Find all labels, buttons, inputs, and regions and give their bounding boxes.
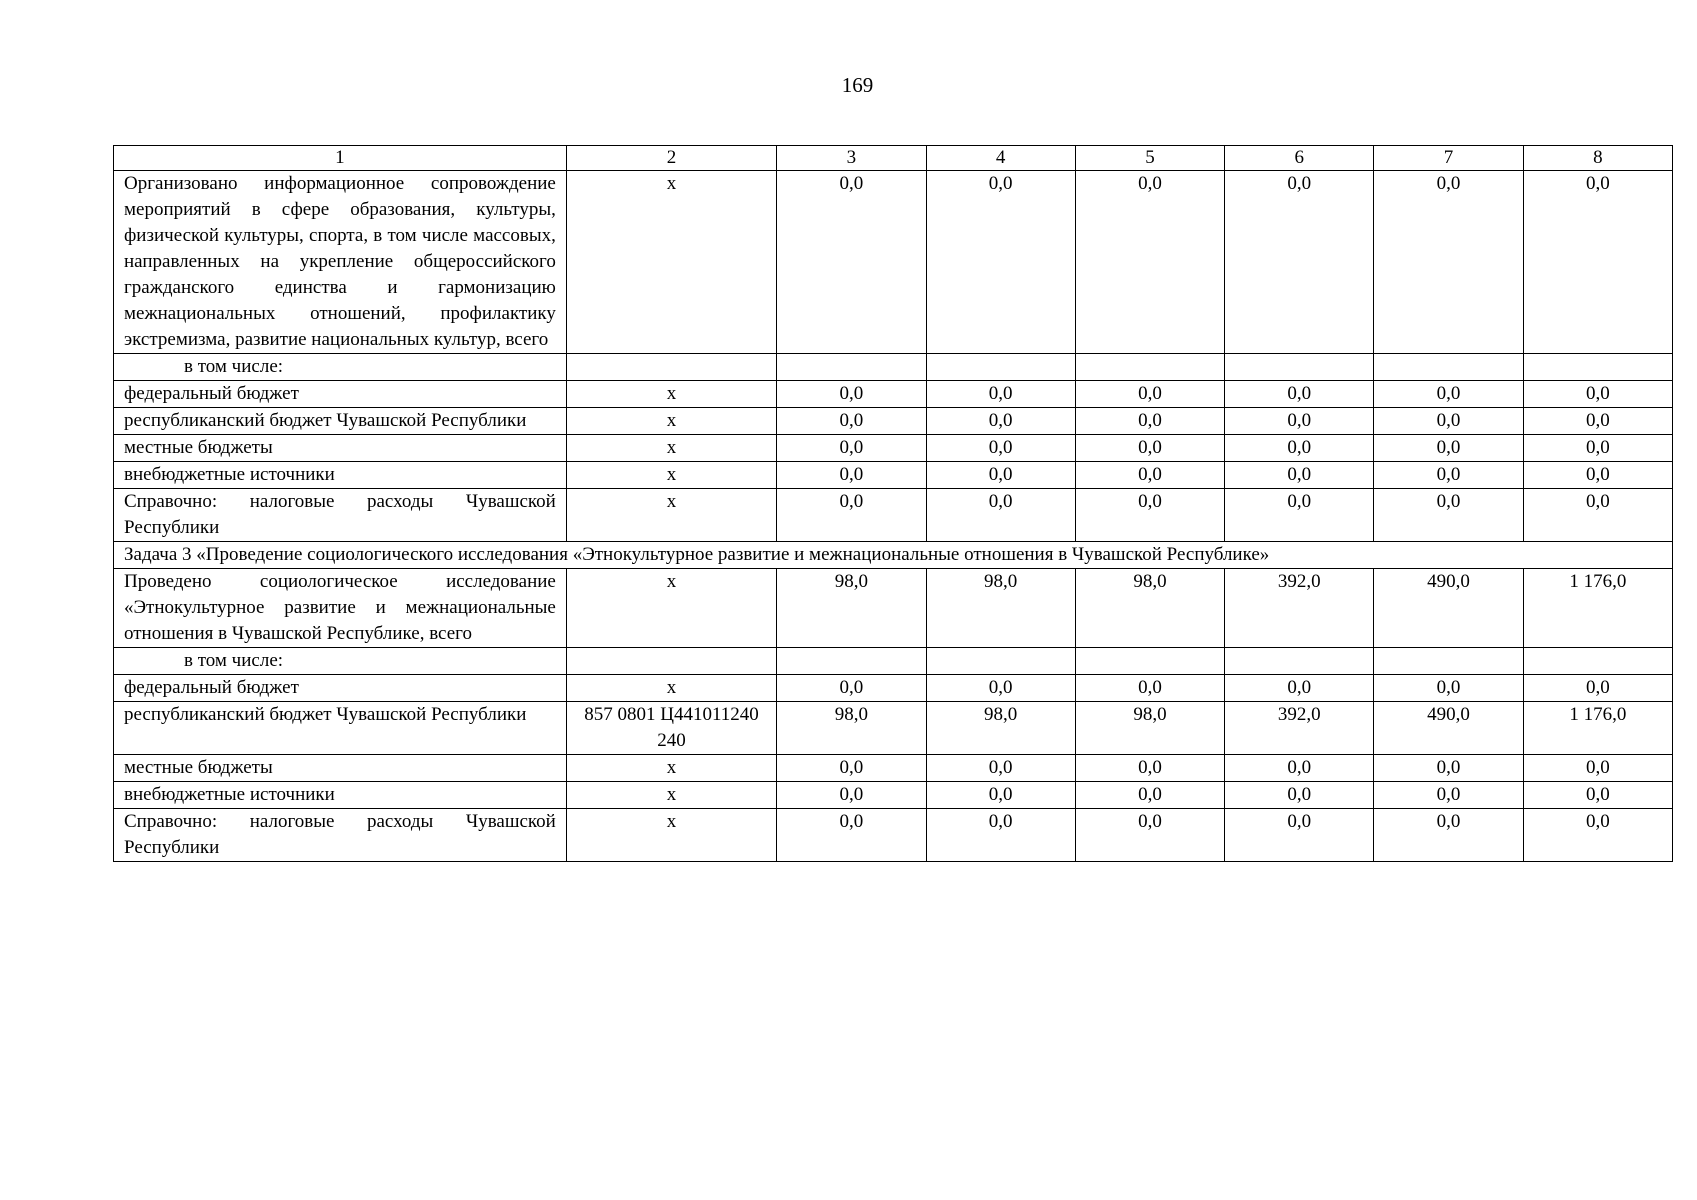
row-label: Организовано информационное сопровождение мероприятий в сфере образования, культуры, физической культуры, спорта, в том числе массовых, направленных на укрепление общероссийского гражданского единства и гармонизацию межнациональных отношений, профилактику экстремизма, развитие национальных культур, всего: [114, 171, 567, 354]
value-cell: 0,0: [1374, 489, 1523, 542]
value-cell: 0,0: [1075, 675, 1224, 702]
value-cell: 0,0: [1523, 489, 1672, 542]
empty-cell: [777, 648, 926, 675]
table-row: [114, 702, 1673, 755]
empty-cell: [566, 648, 776, 675]
budget-code-cell: x: [566, 171, 776, 354]
column-header: 8: [1523, 146, 1672, 171]
column-header: 5: [1075, 146, 1224, 171]
task-row: [114, 542, 1673, 569]
table-row: [114, 381, 1673, 408]
value-cell: 0,0: [1523, 171, 1672, 354]
table-body: [114, 146, 1673, 862]
row-label: федеральный бюджет: [114, 675, 567, 702]
value-cell: 0,0: [1075, 782, 1224, 809]
row-label: Проведено социологическое исследование «Этнокультурное развитие и межнациональные отношения в Чувашской Республике, всего: [114, 569, 567, 648]
value-cell: 0,0: [1523, 755, 1672, 782]
empty-cell: [566, 354, 776, 381]
table-row: [114, 489, 1673, 542]
budget-code-cell: x: [566, 809, 776, 862]
budget-code-cell: x: [566, 755, 776, 782]
value-cell: 0,0: [1225, 408, 1374, 435]
value-cell: 0,0: [1225, 782, 1374, 809]
value-cell: 0,0: [777, 755, 926, 782]
table-row: [114, 462, 1673, 489]
empty-cell: [1374, 648, 1523, 675]
empty-cell: [1075, 648, 1224, 675]
row-label: федеральный бюджет: [114, 381, 567, 408]
column-header: 2: [566, 146, 776, 171]
row-label: в том числе:: [114, 354, 567, 381]
value-cell: 0,0: [926, 782, 1075, 809]
budget-code-cell: x: [566, 489, 776, 542]
value-cell: 0,0: [1075, 489, 1224, 542]
value-cell: 0,0: [1225, 171, 1374, 354]
value-cell: 0,0: [926, 381, 1075, 408]
value-cell: 98,0: [1075, 569, 1224, 648]
value-cell: 0,0: [1075, 755, 1224, 782]
value-cell: 1 176,0: [1523, 702, 1672, 755]
row-label: республиканский бюджет Чувашской Республики: [114, 408, 567, 435]
table-row: [114, 569, 1673, 648]
subheading-row: [114, 354, 1673, 381]
value-cell: 0,0: [777, 782, 926, 809]
row-label: Справочно: налоговые расходы Чувашской Республики: [114, 809, 567, 862]
budget-table: [113, 145, 1673, 862]
row-label: внебюджетные источники: [114, 782, 567, 809]
value-cell: 490,0: [1374, 569, 1523, 648]
value-cell: 0,0: [1075, 171, 1224, 354]
value-cell: 0,0: [1374, 435, 1523, 462]
value-cell: 98,0: [926, 702, 1075, 755]
header-row: [114, 146, 1673, 171]
column-header: 3: [777, 146, 926, 171]
value-cell: 392,0: [1225, 569, 1374, 648]
value-cell: 0,0: [1225, 489, 1374, 542]
value-cell: 0,0: [777, 408, 926, 435]
value-cell: 0,0: [1374, 782, 1523, 809]
value-cell: 0,0: [926, 408, 1075, 435]
value-cell: 0,0: [926, 675, 1075, 702]
budget-code-cell: x: [566, 675, 776, 702]
value-cell: 0,0: [1523, 809, 1672, 862]
table-row: [114, 675, 1673, 702]
value-cell: 490,0: [1374, 702, 1523, 755]
value-cell: 0,0: [1225, 755, 1374, 782]
value-cell: 0,0: [926, 755, 1075, 782]
value-cell: 1 176,0: [1523, 569, 1672, 648]
empty-cell: [1225, 354, 1374, 381]
empty-cell: [1075, 354, 1224, 381]
row-label: местные бюджеты: [114, 435, 567, 462]
value-cell: 0,0: [926, 809, 1075, 862]
table-row: [114, 408, 1673, 435]
task-title: Задача 3 «Проведение социологического исследования «Этнокультурное развитие и межнациональные отношения в Чувашской Республике»: [114, 542, 1673, 569]
value-cell: 0,0: [777, 462, 926, 489]
value-cell: 0,0: [1374, 809, 1523, 862]
value-cell: 0,0: [1225, 381, 1374, 408]
value-cell: 0,0: [1523, 435, 1672, 462]
value-cell: 0,0: [926, 462, 1075, 489]
value-cell: 0,0: [1225, 675, 1374, 702]
value-cell: 0,0: [1225, 809, 1374, 862]
value-cell: 0,0: [1374, 462, 1523, 489]
table-row: [114, 809, 1673, 862]
empty-cell: [777, 354, 926, 381]
row-label: республиканский бюджет Чувашской Республики: [114, 702, 567, 755]
table-row: [114, 171, 1673, 354]
budget-code-cell: x: [566, 569, 776, 648]
row-label: Справочно: налоговые расходы Чувашской Республики: [114, 489, 567, 542]
budget-code-cell: 857 0801 Ц441011240 240: [566, 702, 776, 755]
column-header: 7: [1374, 146, 1523, 171]
value-cell: 0,0: [1374, 755, 1523, 782]
value-cell: 0,0: [1075, 462, 1224, 489]
value-cell: 0,0: [926, 489, 1075, 542]
value-cell: 0,0: [1075, 809, 1224, 862]
empty-cell: [926, 648, 1075, 675]
budget-code-cell: x: [566, 462, 776, 489]
value-cell: 98,0: [926, 569, 1075, 648]
value-cell: 98,0: [777, 702, 926, 755]
value-cell: 0,0: [1523, 381, 1672, 408]
table-row: [114, 435, 1673, 462]
value-cell: 0,0: [777, 675, 926, 702]
row-label: внебюджетные источники: [114, 462, 567, 489]
empty-cell: [926, 354, 1075, 381]
value-cell: 0,0: [1374, 675, 1523, 702]
value-cell: 392,0: [1225, 702, 1374, 755]
empty-cell: [1374, 354, 1523, 381]
empty-cell: [1225, 648, 1374, 675]
table-row: [114, 782, 1673, 809]
table-row: [114, 755, 1673, 782]
column-header: 4: [926, 146, 1075, 171]
value-cell: 0,0: [1075, 381, 1224, 408]
column-header: 6: [1225, 146, 1374, 171]
budget-code-cell: x: [566, 381, 776, 408]
value-cell: 0,0: [1374, 381, 1523, 408]
row-label: местные бюджеты: [114, 755, 567, 782]
column-header: 1: [114, 146, 567, 171]
value-cell: 0,0: [777, 171, 926, 354]
value-cell: 0,0: [1523, 462, 1672, 489]
value-cell: 0,0: [1374, 408, 1523, 435]
budget-code-cell: x: [566, 435, 776, 462]
row-label: в том числе:: [114, 648, 567, 675]
subheading-row: [114, 648, 1673, 675]
value-cell: 0,0: [777, 435, 926, 462]
page-number: 169: [841, 73, 874, 97]
value-cell: 0,0: [777, 489, 926, 542]
empty-cell: [1523, 354, 1672, 381]
value-cell: 0,0: [1225, 462, 1374, 489]
value-cell: 98,0: [777, 569, 926, 648]
value-cell: 98,0: [1075, 702, 1224, 755]
value-cell: 0,0: [1374, 171, 1523, 354]
value-cell: 0,0: [1075, 435, 1224, 462]
value-cell: 0,0: [926, 171, 1075, 354]
value-cell: 0,0: [777, 809, 926, 862]
value-cell: 0,0: [1075, 408, 1224, 435]
budget-code-cell: x: [566, 782, 776, 809]
value-cell: 0,0: [1523, 408, 1672, 435]
value-cell: 0,0: [1225, 435, 1374, 462]
empty-cell: [1523, 648, 1672, 675]
value-cell: 0,0: [1523, 675, 1672, 702]
value-cell: 0,0: [1523, 782, 1672, 809]
value-cell: 0,0: [926, 435, 1075, 462]
value-cell: 0,0: [777, 381, 926, 408]
budget-code-cell: x: [566, 408, 776, 435]
